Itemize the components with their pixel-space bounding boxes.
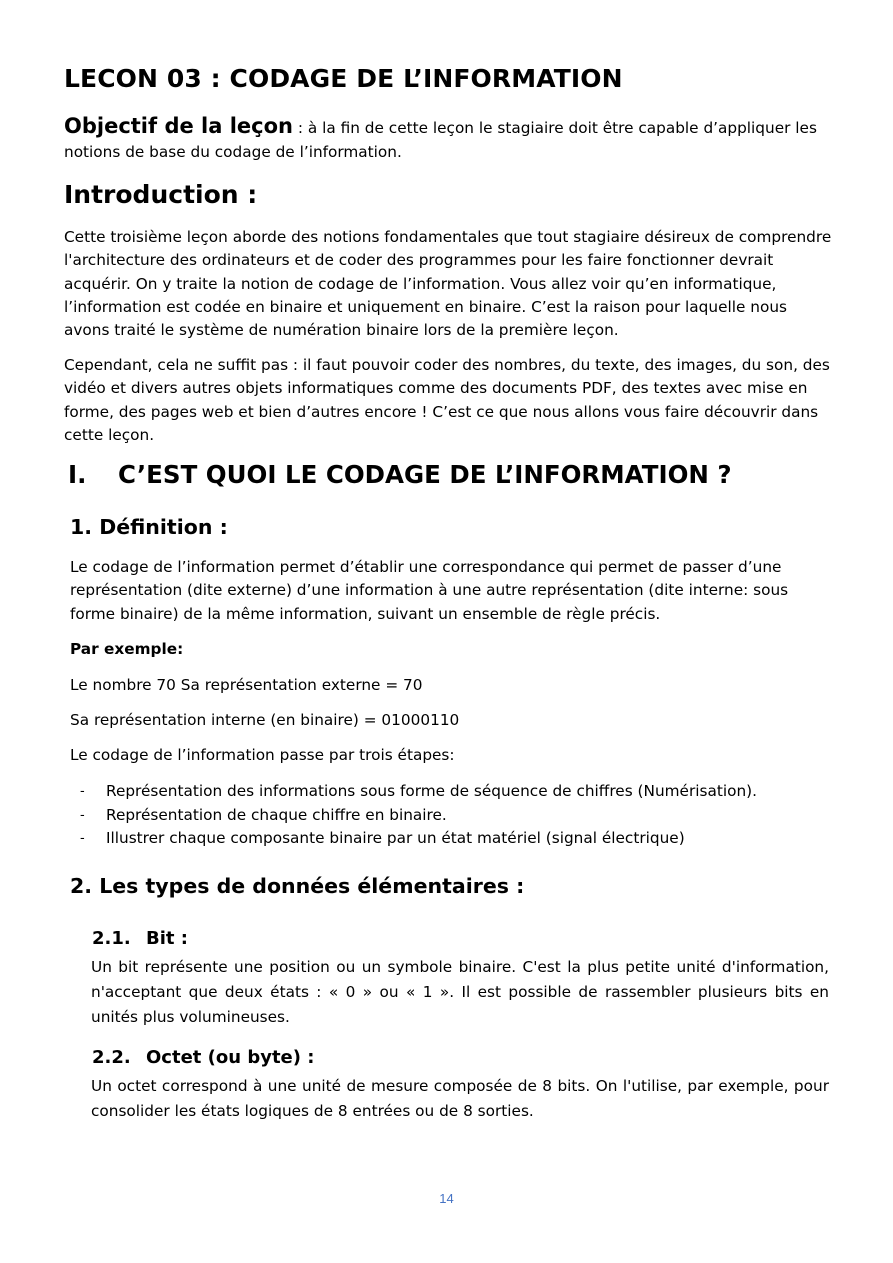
objective-text: : à la fin de cette leçon le stagiaire doit être capable d’appliquer les notions de base du codage de l’information. xyxy=(64,119,817,161)
section-heading xyxy=(68,460,732,489)
bullet-dash: - xyxy=(80,831,85,847)
example-line-external: Le nombre 70 Sa représentation externe = 70 xyxy=(70,676,423,694)
list-item xyxy=(70,804,757,828)
octet-paragraph: Un octet correspond à une unité de mesure composée de 8 bits. On l'utilise, par exemple, pour consolider les états logiques de 8 entrées ou de 8 sorties. xyxy=(91,1077,829,1120)
definition-paragraph: Le codage de l’information permet d’établir une correspondance qui permet de passer d’une représentation (dite externe) d’une information à une autre représentation (dite interne: sous forme binaire) de la même information, suivant un ensemble de règle précis. xyxy=(70,558,789,623)
step-text: Représentation des informations sous forme de séquence de chiffres (Numérisation). xyxy=(106,782,757,800)
objective-label: Objectif de la leçon xyxy=(64,114,293,138)
bit-heading xyxy=(92,928,188,949)
section-title: C’EST QUOI LE CODAGE DE L’INFORMATION ? xyxy=(118,460,732,489)
types-heading: 2. Les types de données élémentaires : xyxy=(70,874,525,898)
objective-paragraph xyxy=(64,114,834,164)
bullet-dash: - xyxy=(80,784,85,799)
bullet-dash: - xyxy=(80,807,85,823)
octet-heading xyxy=(92,1047,314,1068)
steps-list xyxy=(70,780,757,851)
intro-paragraph-1: Cette troisième leçon aborde des notions fondamentales que tout stagiaire désireux de comprendre l'architecture des ordinateurs et de coder des programmes pour les faire fonctionner devrait acquérir. On y traite la notion de codage de l’information. Vous allez voir qu’en informatique, l’information est codée en binaire et uniquement en binaire. C’est la raison pour laquelle nous avons traité le système de numération binaire lors de la première leçon. xyxy=(64,228,832,340)
bit-title: Bit : xyxy=(146,928,188,949)
section-number: I. xyxy=(68,460,87,489)
list-item xyxy=(70,780,757,804)
octet-title: Octet (ou byte) : xyxy=(146,1047,315,1068)
intro-paragraph-2: Cependant, cela ne suffit pas : il faut pouvoir coder des nombres, du texte, des images, du son, des vidéo et divers autres objets informatiques comme des documents PDF, des textes avec mise en forme, des pages web et bien d’autres encore ! C’est ce que nous allons vous faire découvrir dans cette leçon. xyxy=(64,356,830,444)
step-text: Représentation de chaque chiffre en binaire. xyxy=(106,805,447,824)
bit-paragraph: Un bit représente une position ou un symbole binaire. C'est la plus petite unité d'information, n'acceptant que deux états : « 0 » ou « 1 ». Il est possible de rassembler plusieurs bits en unités plus volumineuses. xyxy=(91,958,829,1026)
example-line-internal: Sa représentation interne (en binaire) = 01000110 xyxy=(70,711,460,729)
step-text: Illustrer chaque composante binaire par un état matériel (signal électrique) xyxy=(106,829,685,848)
bit-number: 2.1. xyxy=(92,928,131,949)
definition-heading: 1. Définition : xyxy=(70,515,228,539)
octet-number: 2.2. xyxy=(92,1047,131,1068)
intro-heading: Introduction : xyxy=(64,180,258,209)
lesson-title: LECON 03 : CODAGE DE L’INFORMATION xyxy=(64,64,623,93)
steps-intro: Le codage de l’information passe par trois étapes: xyxy=(70,746,455,764)
page-number: 14 xyxy=(439,1191,454,1206)
list-item xyxy=(70,827,757,851)
example-label: Par exemple: xyxy=(70,640,184,658)
